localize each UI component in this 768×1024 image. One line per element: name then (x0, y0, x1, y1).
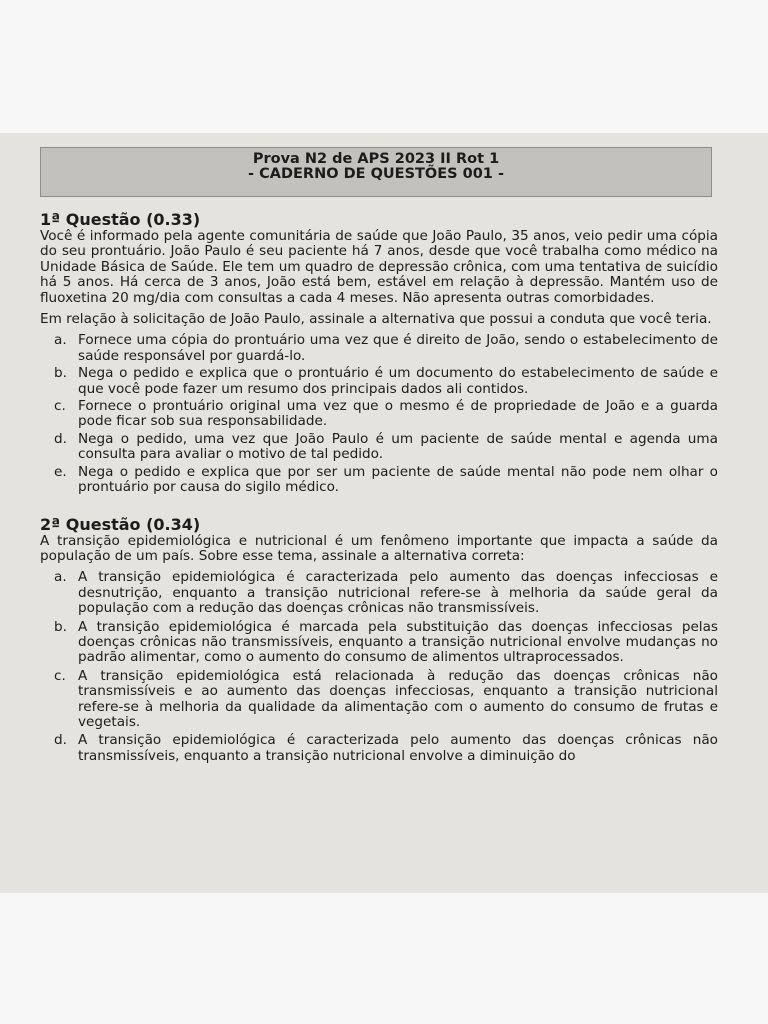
question-1-alternative-d[interactable] (40, 432, 718, 463)
exam-title: Prova N2 de APS 2023 II Rot 1 (252, 151, 500, 167)
alternative-letter: d. (54, 430, 67, 447)
alternative-text: Fornece uma cópia do prontuário uma vez que é direito de João, sendo o estabelecimento de saúde responsável por guardá-lo. (78, 332, 718, 364)
alternative-letter: e. (54, 463, 67, 480)
question-1-alternative-e[interactable] (40, 465, 718, 496)
question-2-alternative-c[interactable] (40, 669, 718, 731)
alternative-text: A transição epidemiológica está relacionada à redução das doenças crônicas não transmissíveis e ao aumento das doenças infecciosas, enquanto a transição nutricional refere-se à melhoria da qualidade da alimentação com o aumento do consumo de frutas e vegetais. (78, 667, 718, 730)
alternative-letter: b. (54, 365, 67, 382)
question-2-alternative-b[interactable] (40, 620, 718, 666)
alternative-text: A transição epidemiológica é caracterizada pelo aumento das doenças crônicas não transmissíveis, enquanto a transição nutricional envolve a diminuição do (78, 732, 718, 764)
alternative-letter: a. (54, 332, 67, 349)
question-2-alternative-d[interactable] (40, 733, 718, 764)
alternative-text: Fornece o prontuário original uma vez que o mesmo é de propriedade de João e a guarda pode ficar sob sua responsabilidade. (78, 398, 718, 430)
alternative-text: Nega o pedido e explica que o prontuário é um documento do estabelecimento de saúde e que você pode fazer um resumo dos principais dados ali contidos. (78, 365, 718, 397)
exam-page (0, 133, 768, 893)
question-1-alternative-a[interactable] (40, 333, 718, 364)
alternative-letter: c. (54, 667, 66, 684)
exam-header (40, 147, 712, 197)
question-2-context: A transição epidemiológica e nutricional é um fenômeno importante que impacta a saúde da população de um país. Sobre esse tema, assinale a alternativa correta: (40, 532, 718, 564)
question-1-context: Você é informado pela agente comunitária de saúde que João Paulo, 35 anos, veio pedir uma cópia do seu prontuário. João Paulo é seu paciente há 7 anos, desde que você trabalha como médico na Unidade Básica de Saúde. Ele tem um quadro de depressão crônica, com uma tentativa de suicídio há 5 anos. Há cerca de 3 anos, João está bem, estável em relação à depressão. Mantém uso de fluoxetina 20 mg/dia com consultas a cada 4 meses. Não apresenta outras comorbidades. (40, 228, 718, 306)
question-1-title: 1ª Questão (0.33) (40, 210, 201, 229)
alternative-text: Nega o pedido e explica que por ser um paciente de saúde mental não pode nem olhar o prontuário por causa do sigilo médico. (78, 463, 718, 496)
alternative-text: Nega o pedido, uma vez que João Paulo é um paciente de saúde mental e agenda uma consulta para avaliar o motivo de tal pedido. (78, 430, 718, 463)
alternative-letter: b. (54, 618, 67, 635)
alternative-letter: d. (54, 732, 67, 749)
exam-content (40, 211, 718, 767)
alternative-text: A transição epidemiológica é caracterizada pelo aumento das doenças infecciosas e desnutrição, enquanto a transição nutricional refere-se à melhoria da saúde geral da população com a redução das doenças crônicas não transmissíveis. (78, 569, 718, 617)
alternative-text: A transição epidemiológica é marcada pela substituição das doenças infecciosas pelas doenças crônicas não transmissíveis, enquanto a transição nutricional envolve mudanças no padrão alimentar, como o aumento do consumo de alimentos ultraprocessados. (78, 618, 718, 666)
question-1-alternatives (40, 333, 718, 495)
alternative-letter: a. (54, 569, 67, 586)
question-2-alternatives (40, 570, 718, 764)
question-1-alternative-c[interactable] (40, 399, 718, 430)
alternative-letter: c. (54, 398, 66, 415)
question-1-alternative-b[interactable] (40, 366, 718, 397)
question-1-stem: Em relação à solicitação de João Paulo, assinale a alternativa que possui a conduta que você teria. (40, 311, 712, 328)
question-2-alternative-a[interactable] (40, 570, 718, 616)
exam-subtitle: - CADERNO DE QUESTÕES 001 - (248, 166, 504, 182)
question-2-title: 2ª Questão (0.34) (40, 514, 201, 534)
